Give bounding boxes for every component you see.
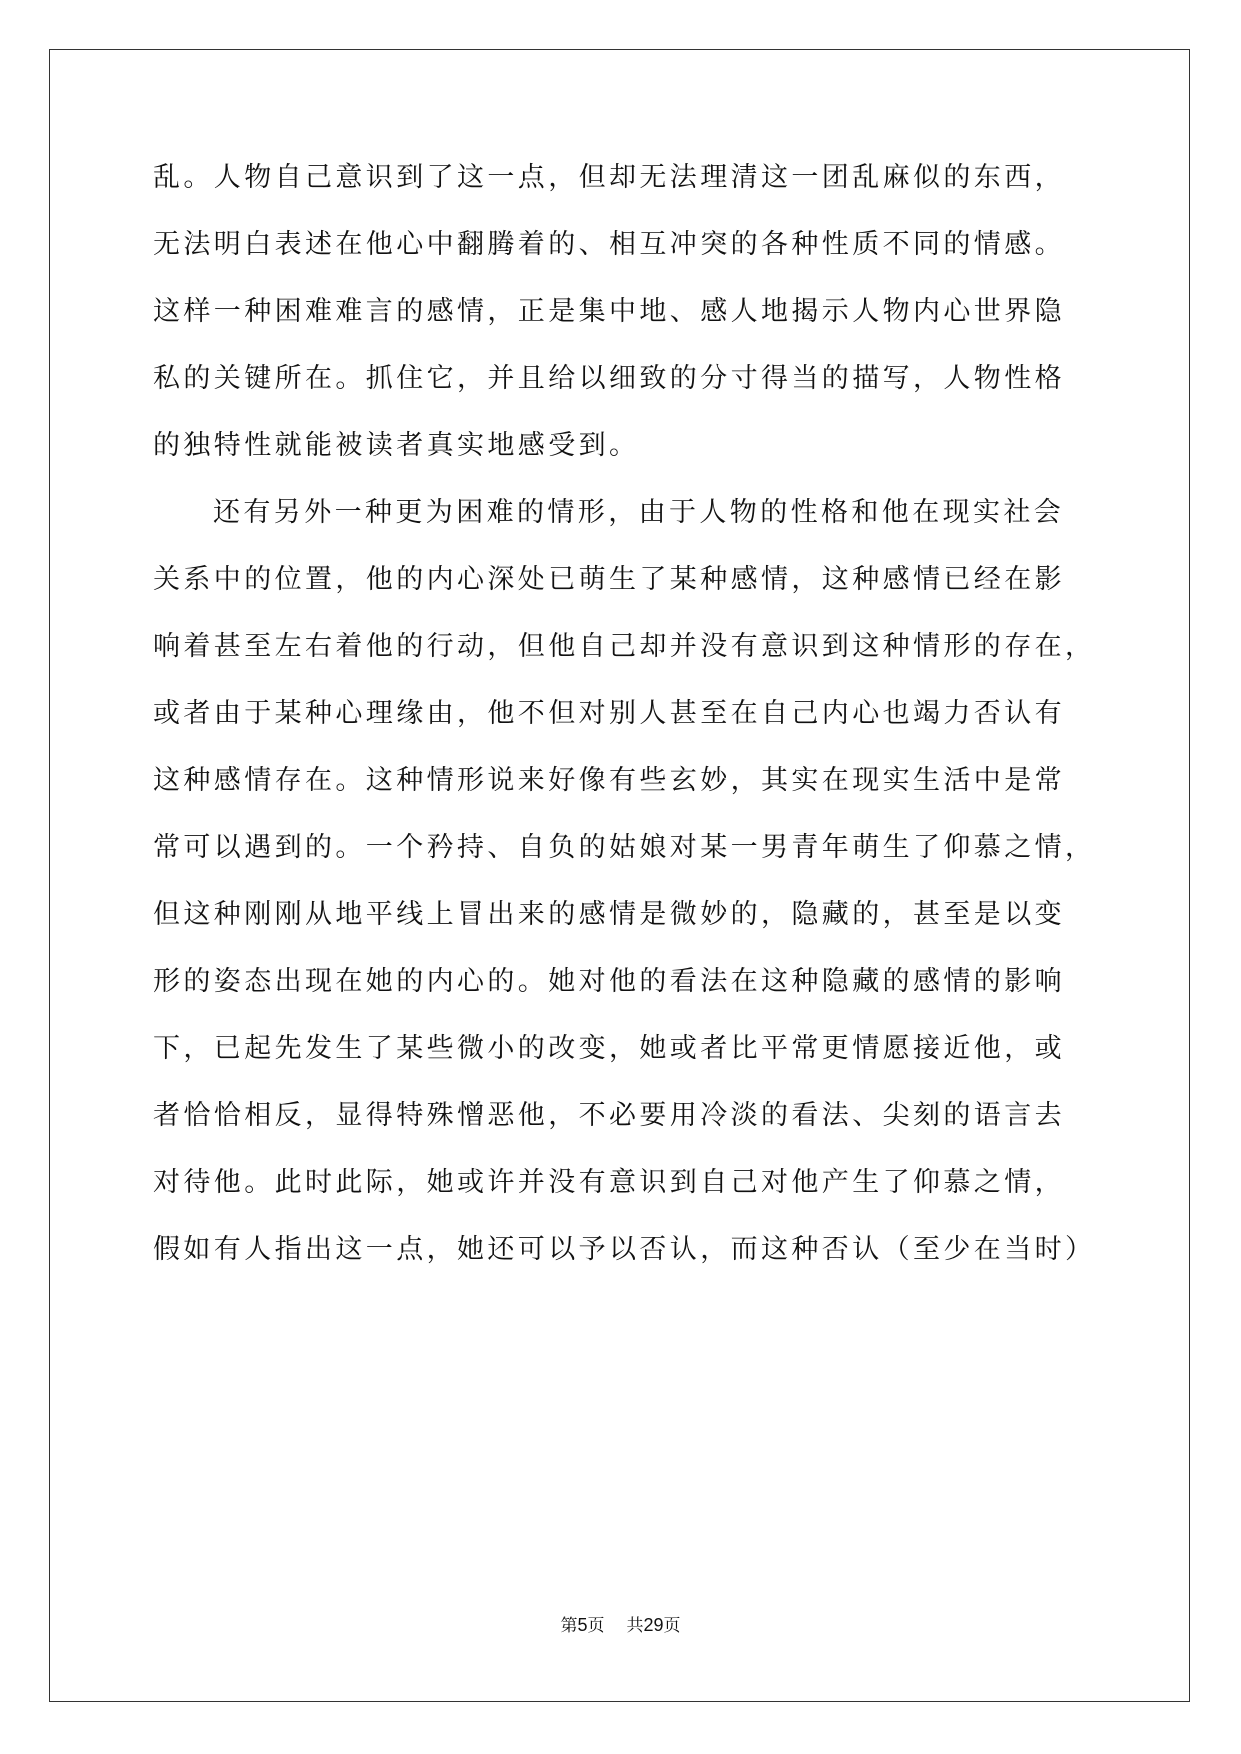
total-suffix: 页 [663,1616,681,1636]
total-pages: 29 [643,1615,664,1635]
text-line: 这种感情存在。这种情形说来好像有些玄妙，其实在现实生活中是常 [153,765,1065,796]
text-line: 这样一种困难难言的感情，正是集中地、感人地揭示人物内心世界隐 [153,296,1065,327]
text-line: 响着甚至左右着他的行动，但他自己却并没有意识到这种情形的存在， [153,631,1096,662]
text-line: 或者由于某种心理缘由，他不但对别人甚至在自己内心也竭力否认有 [153,698,1065,729]
page-footer [0,1614,1241,1637]
text-line: 私的关键所在。抓住它，并且给以细致的分寸得当的描写，人物性格 [153,363,1065,394]
page-number: 5 [577,1615,588,1635]
text-line: 下，已起先发生了某些微小的改变，她或者比平常更情愿接近他，或 [153,1033,1065,1064]
text-line: 对待他。此时此际，她或许并没有意识到自己对他产生了仰慕之情， [153,1167,1065,1198]
page-prefix: 第 [560,1616,578,1636]
text-line: 的独特性就能被读者真实地感受到。 [153,430,640,461]
paragraph-first-line: 还有另外一种更为困难的情形，由于人物的性格和他在现实社会 [213,497,1065,528]
text-line: 常可以遇到的。一个矜持、自负的姑娘对某一男青年萌生了仰慕之情， [153,832,1096,863]
text-line: 假如有人指出这一点，她还可以予以否认，而这种否认（至少在当时） [153,1234,1096,1265]
text-line: 关系中的位置，他的内心深处已萌生了某种感情，这种感情已经在影 [153,564,1065,595]
page-suffix: 页 [587,1616,605,1636]
text-line: 形的姿态出现在她的内心的。她对他的看法在这种隐藏的感情的影响 [153,966,1065,997]
text-line: 者恰恰相反，显得特殊憎恶他，不必要用冷淡的看法、尖刻的语言去 [153,1100,1065,1131]
text-line: 无法明白表述在他心中翻腾着的、相互冲突的各种性质不同的情感。 [153,229,1065,260]
total-prefix: 共 [626,1616,644,1636]
text-line: 乱。人物自己意识到了这一点，但却无法理清这一团乱麻似的东西， [153,162,1065,193]
text-line: 但这种刚刚从地平线上冒出来的感情是微妙的，隐藏的，甚至是以变 [153,899,1065,930]
